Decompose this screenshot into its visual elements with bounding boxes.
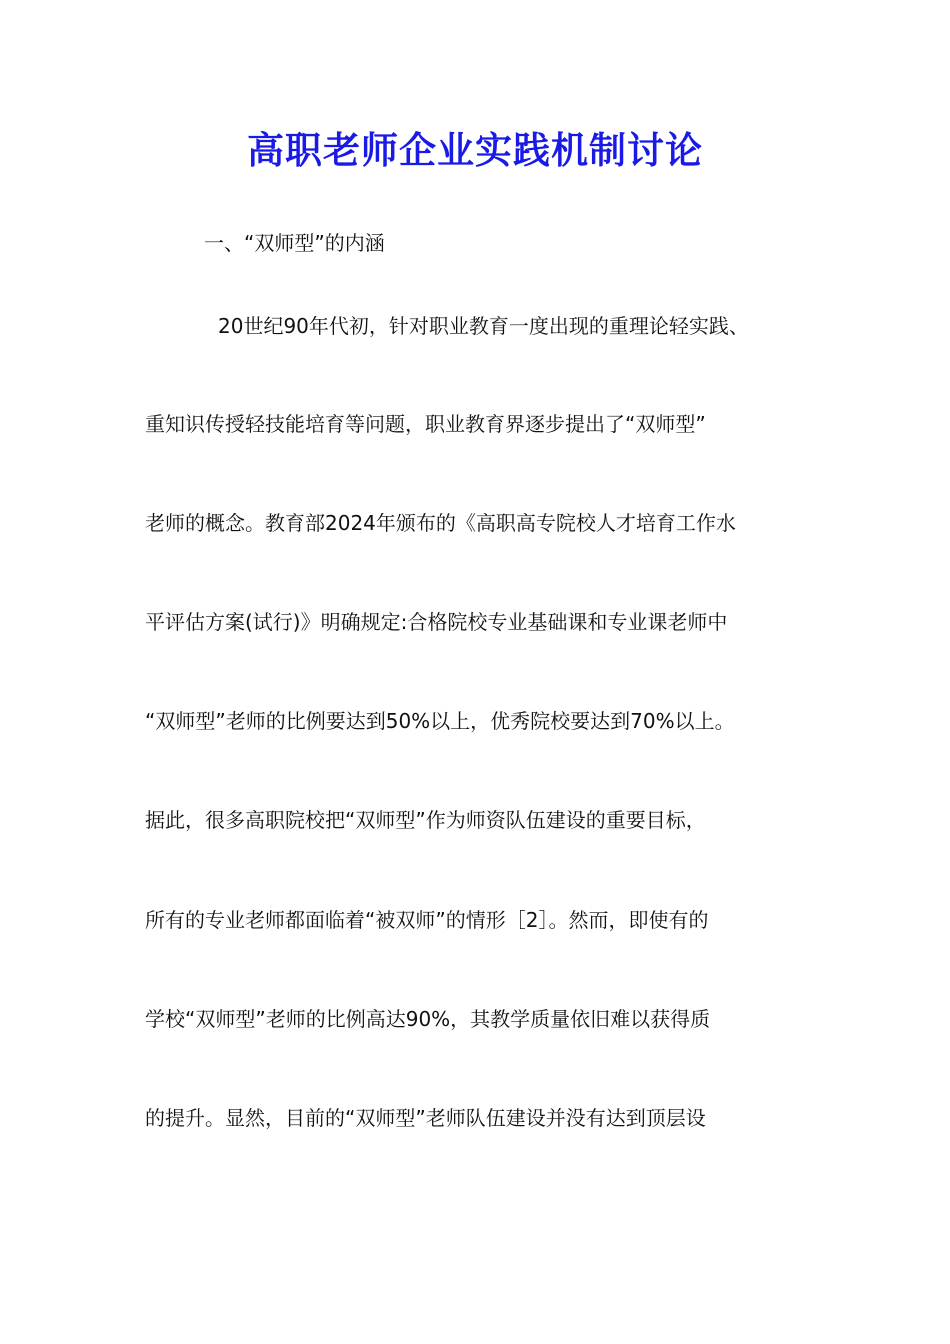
paragraph-line-5: “双师型”老师的比例要达到50%以上，优秀院校要达到70%以上。	[145, 709, 735, 733]
paragraph-line-4: 平评估方案(试行)》明确规定:合格院校专业基础课和专业课老师中	[145, 610, 728, 634]
paragraph-line-2: 重知识传授轻技能培育等问题，职业教育界逐步提出了“双师型”	[145, 412, 706, 436]
document-title: 高职老师企业实践机制讨论	[247, 128, 703, 172]
paragraph-line-3: 老师的概念。教育部2024年颁布的《高职高专院校人才培育工作水	[145, 511, 736, 535]
paragraph-line-6: 据此，很多高职院校把“双师型”作为师资队伍建设的重要目标，	[145, 808, 706, 832]
paragraph-line-1: 20世纪90年代初，针对职业教育一度出现的重理论轻实践、	[218, 314, 749, 338]
paragraph-line-8: 学校“双师型”老师的比例高达90%，其教学质量依旧难以获得质	[145, 1007, 711, 1031]
paragraph-line-7: 所有的专业老师都面临着“被双师”的情形［2］。然而，即使有的	[145, 908, 709, 932]
section-heading: 一、“双师型”的内涵	[204, 231, 385, 255]
paragraph-line-9: 的提升。显然，目前的“双师型”老师队伍建设并没有达到顶层设	[145, 1106, 706, 1130]
